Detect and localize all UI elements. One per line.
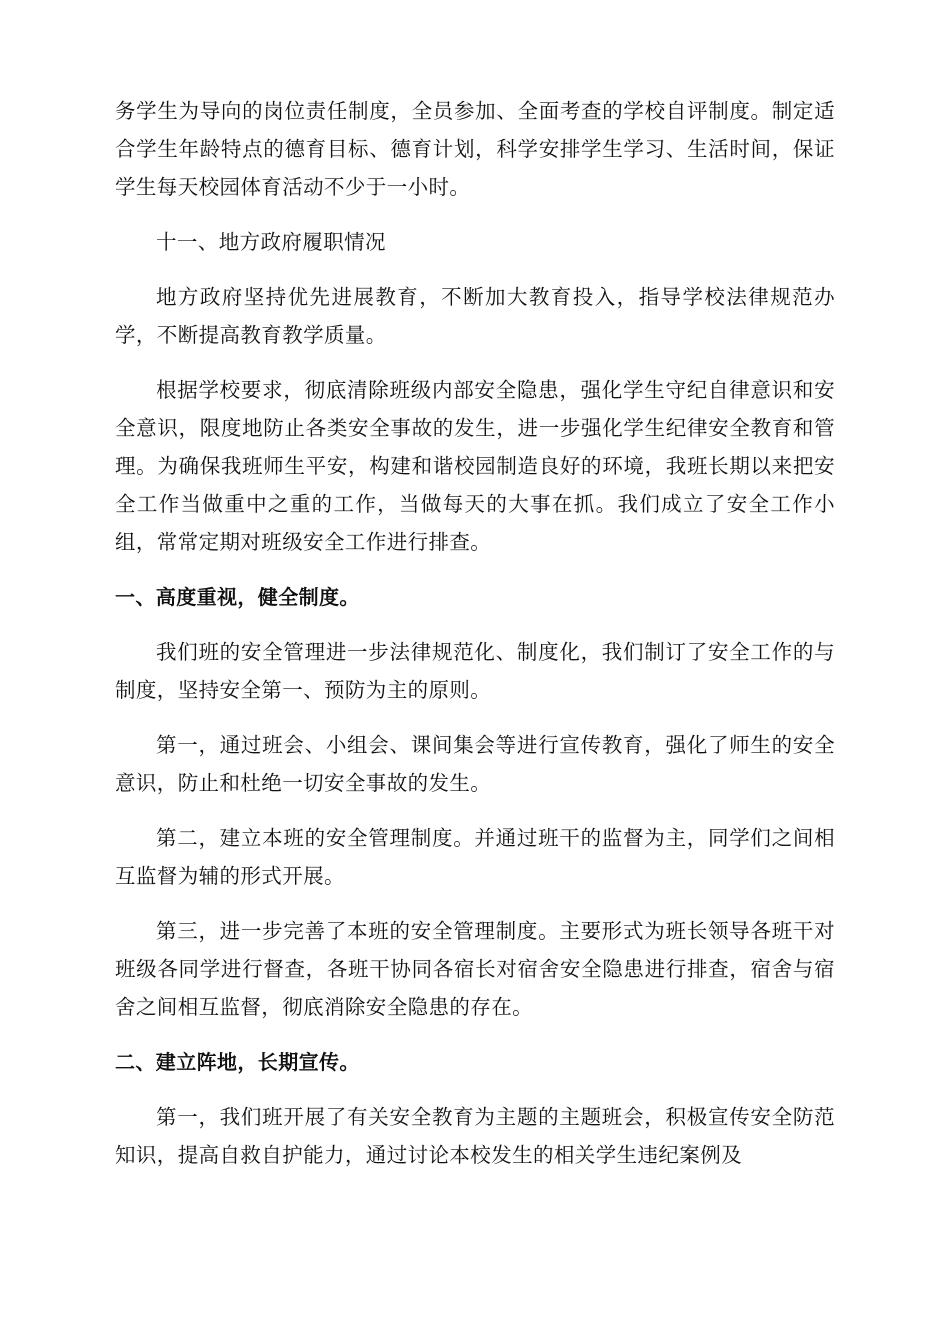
- heading-build-position: 二、建立阵地，长期宣传。: [115, 1050, 360, 1074]
- paragraph-local-government: 地方政府坚持优先进展教育，不断加大教育投入，指导学校法律规范办学，不断提高教育教学质量。: [115, 285, 835, 347]
- heading-emphasis-system: 一、高度重视，健全制度。: [115, 585, 360, 609]
- paragraph-first-point: 第一，通过班会、小组会、课间集会等进行宣传教育，强化了师生的安全意识，防止和杜绝一切安全事故的发生。: [115, 733, 835, 795]
- document-body: [115, 92, 835, 1191]
- paragraph-continuation: 务学生为导向的岗位责任制度，全员参加、全面考查的学校自评制度。制定适合学生年龄特点的德育目标、德育计划，科学安排学生学习、生活时间，保证学生每天校园体育活动不少于一小时。: [115, 99, 835, 199]
- paragraph-theme-meeting: 第一，我们班开展了有关安全教育为主题的主题班会，积极宣传安全防范知识，提高自救自护能力，通过讨论本校发生的相关学生违纪案例及: [115, 1105, 835, 1167]
- section-title-local-government: 十一、地方政府履职情况: [156, 230, 386, 254]
- paragraph-third-point: 第三，进一步完善了本班的安全管理制度。主要形式为班长领导各班干对班级各同学进行督查，各班干协同各宿长对宿舍安全隐患进行排查，宿舍与宿舍之间相互监督，彻底消除安全隐患的存在。: [115, 919, 835, 1019]
- paragraph-second-point: 第二，建立本班的安全管理制度。并通过班干的监督为主，同学们之间相互监督为辅的形式开展。: [115, 826, 835, 888]
- paragraph-safety-management: 我们班的安全管理进一步法律规范化、制度化，我们制订了安全工作的与制度，坚持安全第一、预防为主的原则。: [115, 640, 835, 702]
- paragraph-safety-intro: 根据学校要求，彻底清除班级内部安全隐患，强化学生守纪自律意识和安全意识，限度地防止各类安全事故的发生，进一步强化学生纪律安全教育和管理。为确保我班师生平安，构建和谐校园制造良好的环境，我班长期以来把安全工作当做重中之重的工作，当做每天的大事在抓。我们成立了安全工作小组，常常定期对班级安全工作进行排查。: [115, 378, 835, 554]
